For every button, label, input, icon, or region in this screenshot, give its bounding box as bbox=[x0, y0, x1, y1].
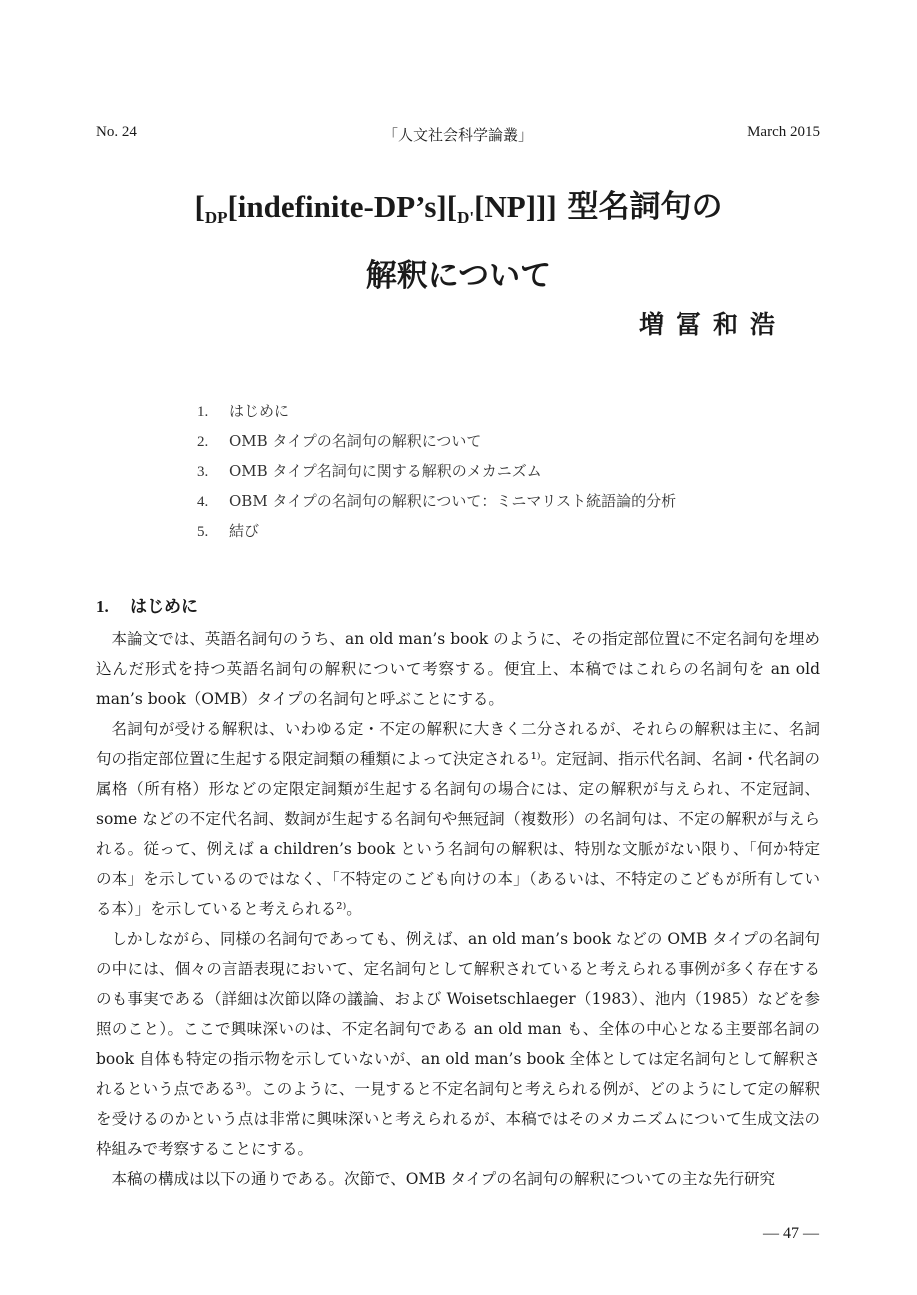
author-name: 増冨和浩 bbox=[638, 310, 787, 339]
paper-title bbox=[60, 178, 857, 305]
title-open-bracket: [ bbox=[194, 189, 205, 224]
paragraph: 本稿の構成は以下の通りである。次節で、OMB タイプの名詞句の解釈についての主な先行研究 bbox=[111, 1170, 776, 1188]
running-header bbox=[96, 124, 820, 146]
paragraph: 本論文では、英語名詞句のうち、an old man’s book のように、その指定部位置に不定名詞句を埋め込んだ形式を持つ英語名詞句の解釈について考察する。便宜上、本稿ではこれらの名詞句を an old man’s book（OMB）タイプの名詞句と呼ぶことにする。 bbox=[96, 630, 820, 708]
toc-item-number: 5. bbox=[197, 524, 209, 540]
section-heading bbox=[96, 592, 198, 617]
toc-item-number: 1. bbox=[197, 404, 209, 420]
body-text bbox=[96, 624, 820, 1194]
toc-item-number: 2. bbox=[197, 434, 209, 450]
section-title: はじめに bbox=[130, 597, 198, 617]
title-part-1: [indefinite-DP’s][ bbox=[227, 189, 458, 224]
section-number: 1. bbox=[96, 597, 109, 616]
title-subscript-d: D' bbox=[457, 208, 475, 227]
title-part-2: [NP]]] bbox=[474, 189, 557, 224]
publication-date: March 2015 bbox=[747, 124, 820, 140]
toc-item-text: OMB タイプ名詞句に関する解釈のメカニズム bbox=[229, 462, 542, 480]
paragraph: 名詞句が受ける解釈は、いわゆる定・不定の解釈に大きく二分されるが、それらの解釈は主に、名詞句の指定部位置に生起する限定詞類の種類によって決定される¹⁾。定冠詞、指示代名詞、名詞・代名詞の属格（所有格）形などの定限定詞類が生起する名詞句の場合には、定の解釈が与えられ、不定冠詞、some などの不定代名詞、数詞が生起する名詞句や無冠詞（複数形）の名詞句は、不定の解釈が与えられる。従って、例えば a children’s book という名詞句の解釈は、特別な文脈がない限り、「何か特定の本」を示しているのではなく、「不特定のこども向けの本」（あるいは、不特定のこどもが所有している本）」を示していると考えられる²⁾。 bbox=[96, 720, 820, 918]
toc-item-text: 結び bbox=[229, 522, 260, 540]
toc-item bbox=[197, 396, 676, 426]
journal-name: 「人文社会科学論叢」 bbox=[382, 126, 533, 144]
toc-item-text: はじめに bbox=[229, 402, 290, 420]
toc-item-text: OMB タイプの名詞句の解釈について bbox=[229, 432, 482, 450]
toc-item bbox=[197, 426, 676, 456]
title-jp-line-1: 型名詞句の bbox=[556, 189, 723, 225]
issue-number: No. 24 bbox=[96, 124, 137, 140]
toc-item bbox=[197, 456, 676, 486]
toc-item bbox=[197, 516, 676, 546]
toc-item-number: 4. bbox=[197, 494, 209, 510]
title-line-2: 解釈について bbox=[365, 258, 552, 294]
page-number: — 47 — bbox=[763, 1225, 819, 1242]
table-of-contents bbox=[197, 396, 676, 546]
title-subscript-dp: DP bbox=[204, 208, 228, 227]
title-line-1 bbox=[60, 178, 857, 247]
paragraph: しかしながら、同様の名詞句であっても、例えば、an old man’s book などの OMB タイプの名詞句の中には、個々の言語表現において、定名詞句として解釈されていると考えられる事例が多く存在するのも事実である（詳細は次節以降の議論、および Woisetschlaeger（1983）、池内（1985）などを参照のこと）。ここで興味深いのは、不定名詞句である an old man も、全体の中心となる主要部名詞の book 自体も特定の指示物を示していないが、an old man’s book 全体としては定名詞句として解釈されるという点である³⁾。このように、一見すると不定名詞句と考えられる例が、どのようにして定の解釈を受けるのかという点は非常に興味深いと考えられるが、本稿ではそのメカニズムについて生成文法の枠組みで考察することにする。 bbox=[96, 930, 820, 1158]
toc-item-text: OBM タイプの名詞句の解釈について：ミニマリスト統語論的分析 bbox=[229, 492, 677, 510]
toc-item-number: 3. bbox=[197, 464, 209, 480]
toc-item bbox=[197, 486, 676, 516]
